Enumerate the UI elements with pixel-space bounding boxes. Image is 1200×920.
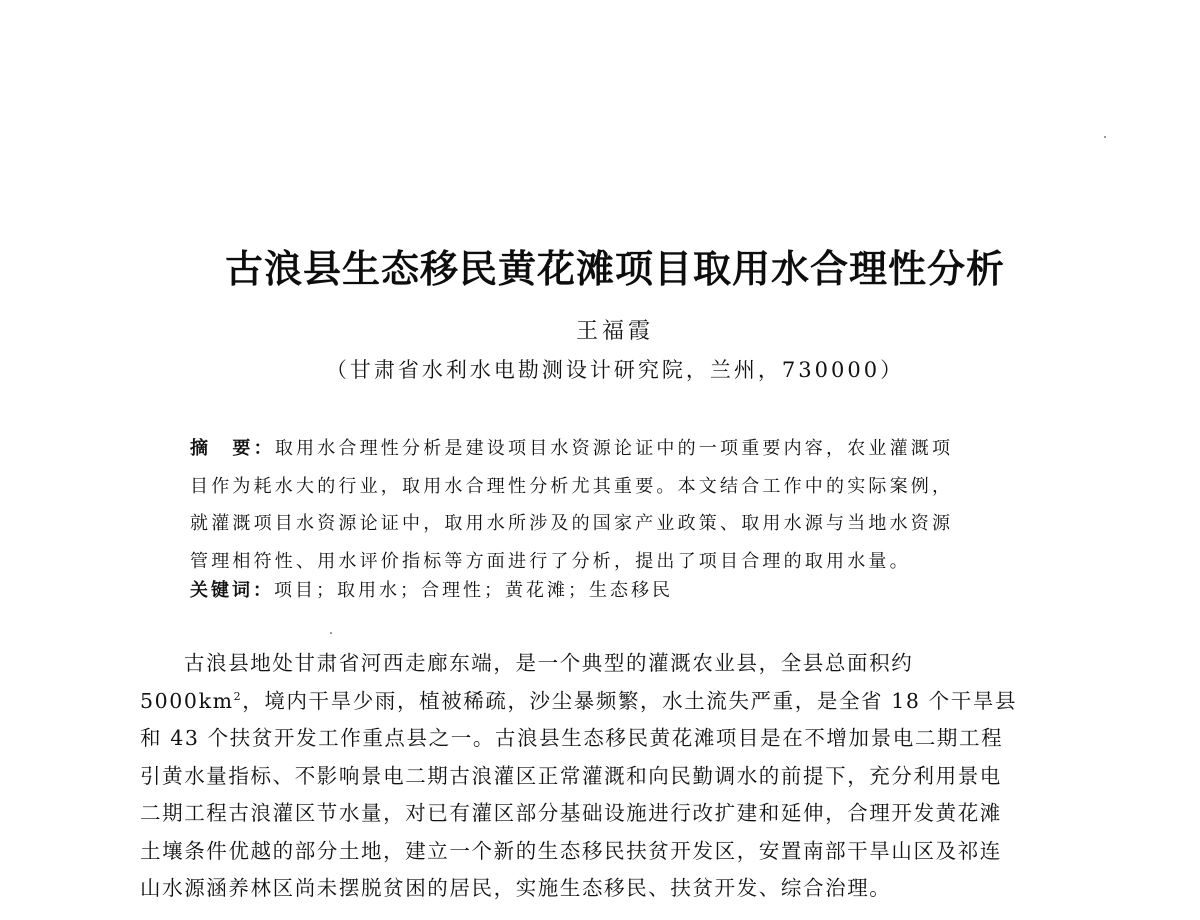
body-paragraph [140,645,1100,908]
abstract-text: 取用水合理性分析是建设项目水资源论证中的一项重要内容，农业灌溉项 [274,438,954,459]
body-line [140,683,1100,721]
scan-speck [1104,136,1106,138]
paper-title: 古浪县生态移民黄花滩项目取用水合理性分析 [224,247,1005,291]
author-name: 王福霞 [575,319,654,344]
abstract-line: 目作为耗水大的行业，取用水合理性分析尤其重要。本文结合工作中的实际案例， [190,475,954,497]
abstract-line: 就灌溉项目水资源论证中，取用水所涉及的国家产业政策、取用水源与当地水资源 [190,513,954,534]
area-superscript: 2 [233,689,243,703]
scan-speck [330,632,332,634]
body-line: 引黄水量指标、不影响景电二期古浪灌区正常灌溉和向民勤调水的前提下，充分利用景电 [140,763,1002,788]
body-line: 二期工程古浪灌区节水量，对已有灌区部分基础设施进行改扩建和延伸，合理开发黄花滩 [140,801,1002,825]
author-affiliation: （甘肃省水利水电勘测设计研究院，兰州，730000） [325,358,905,382]
body-line: 古浪县地处甘肃省河西走廊东端，是一个典型的灌溉农业县，全县总面积约 [184,651,914,675]
keywords-label: 关键词： [190,580,274,601]
abstract-line [190,430,1050,468]
body-line: 和 43 个扶贫开发工作重点县之一。古浪县生态移民黄花滩项目是在不增加景电二期工程 [140,726,1004,750]
body-line: 山水源涵养林区尚未摆脱贫困的居民，实施生态移民、扶贫开发、综合治理。 [140,876,892,900]
abstract-block [190,430,1050,580]
keywords-line [190,576,1050,606]
abstract-line: 管理相符性、用水评价指标等方面进行了分析，提出了项目合理的取用水量。 [190,550,911,572]
body-line: 土壤条件优越的部分土地，建立一个新的生态移民扶贫开发区，安置南部干旱山区及祁连 [140,838,1002,863]
keywords-text: 项目；取用水；合理性；黄花滩；生态移民 [274,580,673,601]
abstract-label: 摘 要： [190,438,275,459]
body-text-segment: ，境内干旱少雨，植被稀疏，沙尘暴频繁，水土流失严重，是全省 18 个干旱县 [242,688,1018,713]
area-value: 5000km [140,688,234,713]
